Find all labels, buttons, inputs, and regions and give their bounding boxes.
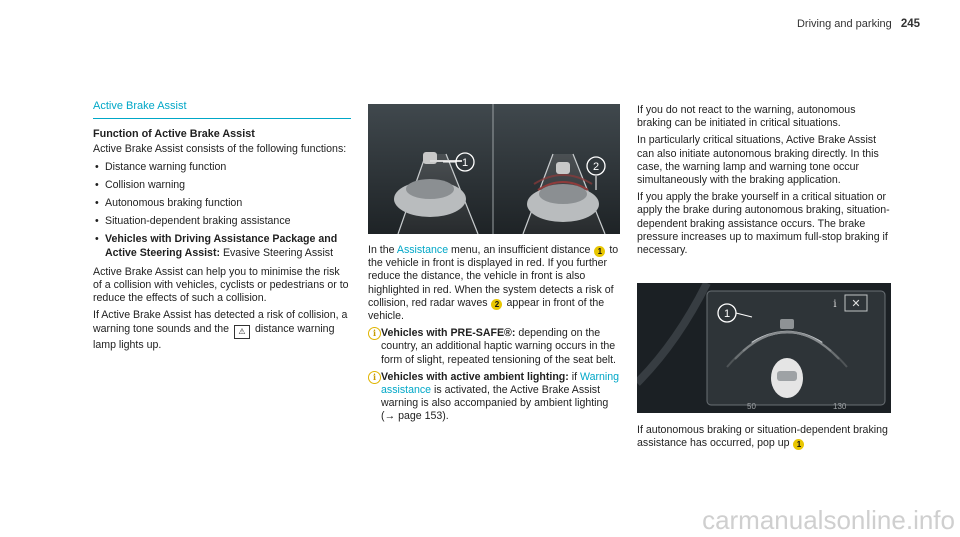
paragraph-text: to the vehicle in front is displayed in red. If you further reduce the distance, the vehicle in front is also highlighted in red. When the system detects a risk of collision, red radar waves xyxy=(368,244,619,309)
close-icon-glyph: ✕ xyxy=(851,297,861,310)
list-item: • Situation-dependent braking assistance xyxy=(93,215,351,228)
list-item xyxy=(93,233,351,259)
paragraph-text: In the xyxy=(368,244,397,256)
body-paragraph: In particularly critical situations, Active Brake Assist can also initiate autonomous braking directly. In this case, the warning lamp and warning tone occur simultaneously with the braking application. xyxy=(637,134,879,187)
function-list xyxy=(93,161,351,260)
subsection-title: Function of Active Brake Assist xyxy=(93,128,255,141)
speed-mark: 130 xyxy=(833,402,847,411)
info-icon: i xyxy=(833,299,837,310)
list-item: • Autonomous braking function xyxy=(93,197,351,210)
watermark-text: carmanualsonline.info xyxy=(702,505,955,533)
page-number: 245 xyxy=(900,18,920,30)
body-paragraph xyxy=(93,309,351,351)
assistance-menu-image xyxy=(368,104,620,234)
note-ambient-lighting xyxy=(368,371,622,424)
list-item: • Distance warning function xyxy=(93,161,351,174)
vehicle-in-front xyxy=(423,152,437,164)
marker-1: 1 xyxy=(793,439,804,450)
callout-1-label: 1 xyxy=(723,308,731,320)
brake-popup-display-image xyxy=(637,283,891,413)
note-text: if xyxy=(568,370,580,383)
section-title: Active Brake Assist xyxy=(93,100,351,119)
paragraph-text: If Active Brake Assist has detected a risk of collision, a warning tone sounds and the xyxy=(93,309,348,335)
note-text: depending on the country, an additional haptic warning occurs in the form of slight, repeated tensioning of the seat belt. xyxy=(381,327,616,366)
marker-1: 1 xyxy=(594,246,605,257)
marker-2: 2 xyxy=(491,299,502,310)
column-right xyxy=(637,104,891,261)
note-heading: Vehicles with active ambient lighting: xyxy=(381,370,569,383)
list-item: • Collision warning xyxy=(93,179,351,192)
paragraph-text: appear in front of the vehicle. xyxy=(368,296,605,323)
column-middle xyxy=(368,244,622,428)
list-item-bold: Vehicles with Driving Assistance Package and Active Steering Assist: xyxy=(105,233,338,259)
paragraph-text: distance warning lamp lights up. xyxy=(93,322,335,351)
body-paragraph: If you do not react to the warning, autonomous braking can be initiated in critical situations. xyxy=(637,104,856,130)
note-text: is activated, the Active Brake Assist warning is also accompanied by ambient lighting (→ page 153). xyxy=(381,384,609,423)
note-pre-safe xyxy=(368,327,622,367)
distance-warning-lamp-icon: ⚠ xyxy=(234,325,250,339)
note-heading: Vehicles with PRE-SAFE®: xyxy=(381,327,516,340)
intro-text: Active Brake Assist consists of the following functions: xyxy=(93,143,347,156)
body-paragraph xyxy=(368,244,622,323)
speed-mark: 50 xyxy=(747,402,756,411)
body-paragraph: Active Brake Assist can help you to minimise the risk of a collision with vehicles, cyclists or pedestrians or to reduce the effects of such a collision. xyxy=(93,265,349,305)
paragraph-text: If autonomous braking or situation-dependent braking assistance has occurred, pop up xyxy=(637,424,888,450)
list-item-text: Evasive Steering Assist xyxy=(220,246,334,259)
assistance-link[interactable]: Assistance xyxy=(396,244,449,256)
callout-1-label: 1 xyxy=(461,157,469,169)
paragraph-text: menu, an insufficient distance xyxy=(448,244,591,256)
page-header xyxy=(797,18,920,31)
body-paragraph: If you apply the brake yourself in a critical situation or apply the brake during autonomous braking, situation-dependent braking assistance occurs. The brake pressure increases up to maximum full-stop braking if necessary. xyxy=(637,191,890,257)
info-icon: i xyxy=(368,327,381,340)
popup-caption xyxy=(637,424,891,450)
column-left xyxy=(93,100,351,356)
header-section: Driving and parking xyxy=(796,18,892,30)
watermark xyxy=(0,505,960,533)
callout-2-label: 2 xyxy=(592,161,600,173)
warning-assistance-link[interactable]: Warning assistance xyxy=(381,370,620,397)
info-icon: i xyxy=(368,371,381,384)
